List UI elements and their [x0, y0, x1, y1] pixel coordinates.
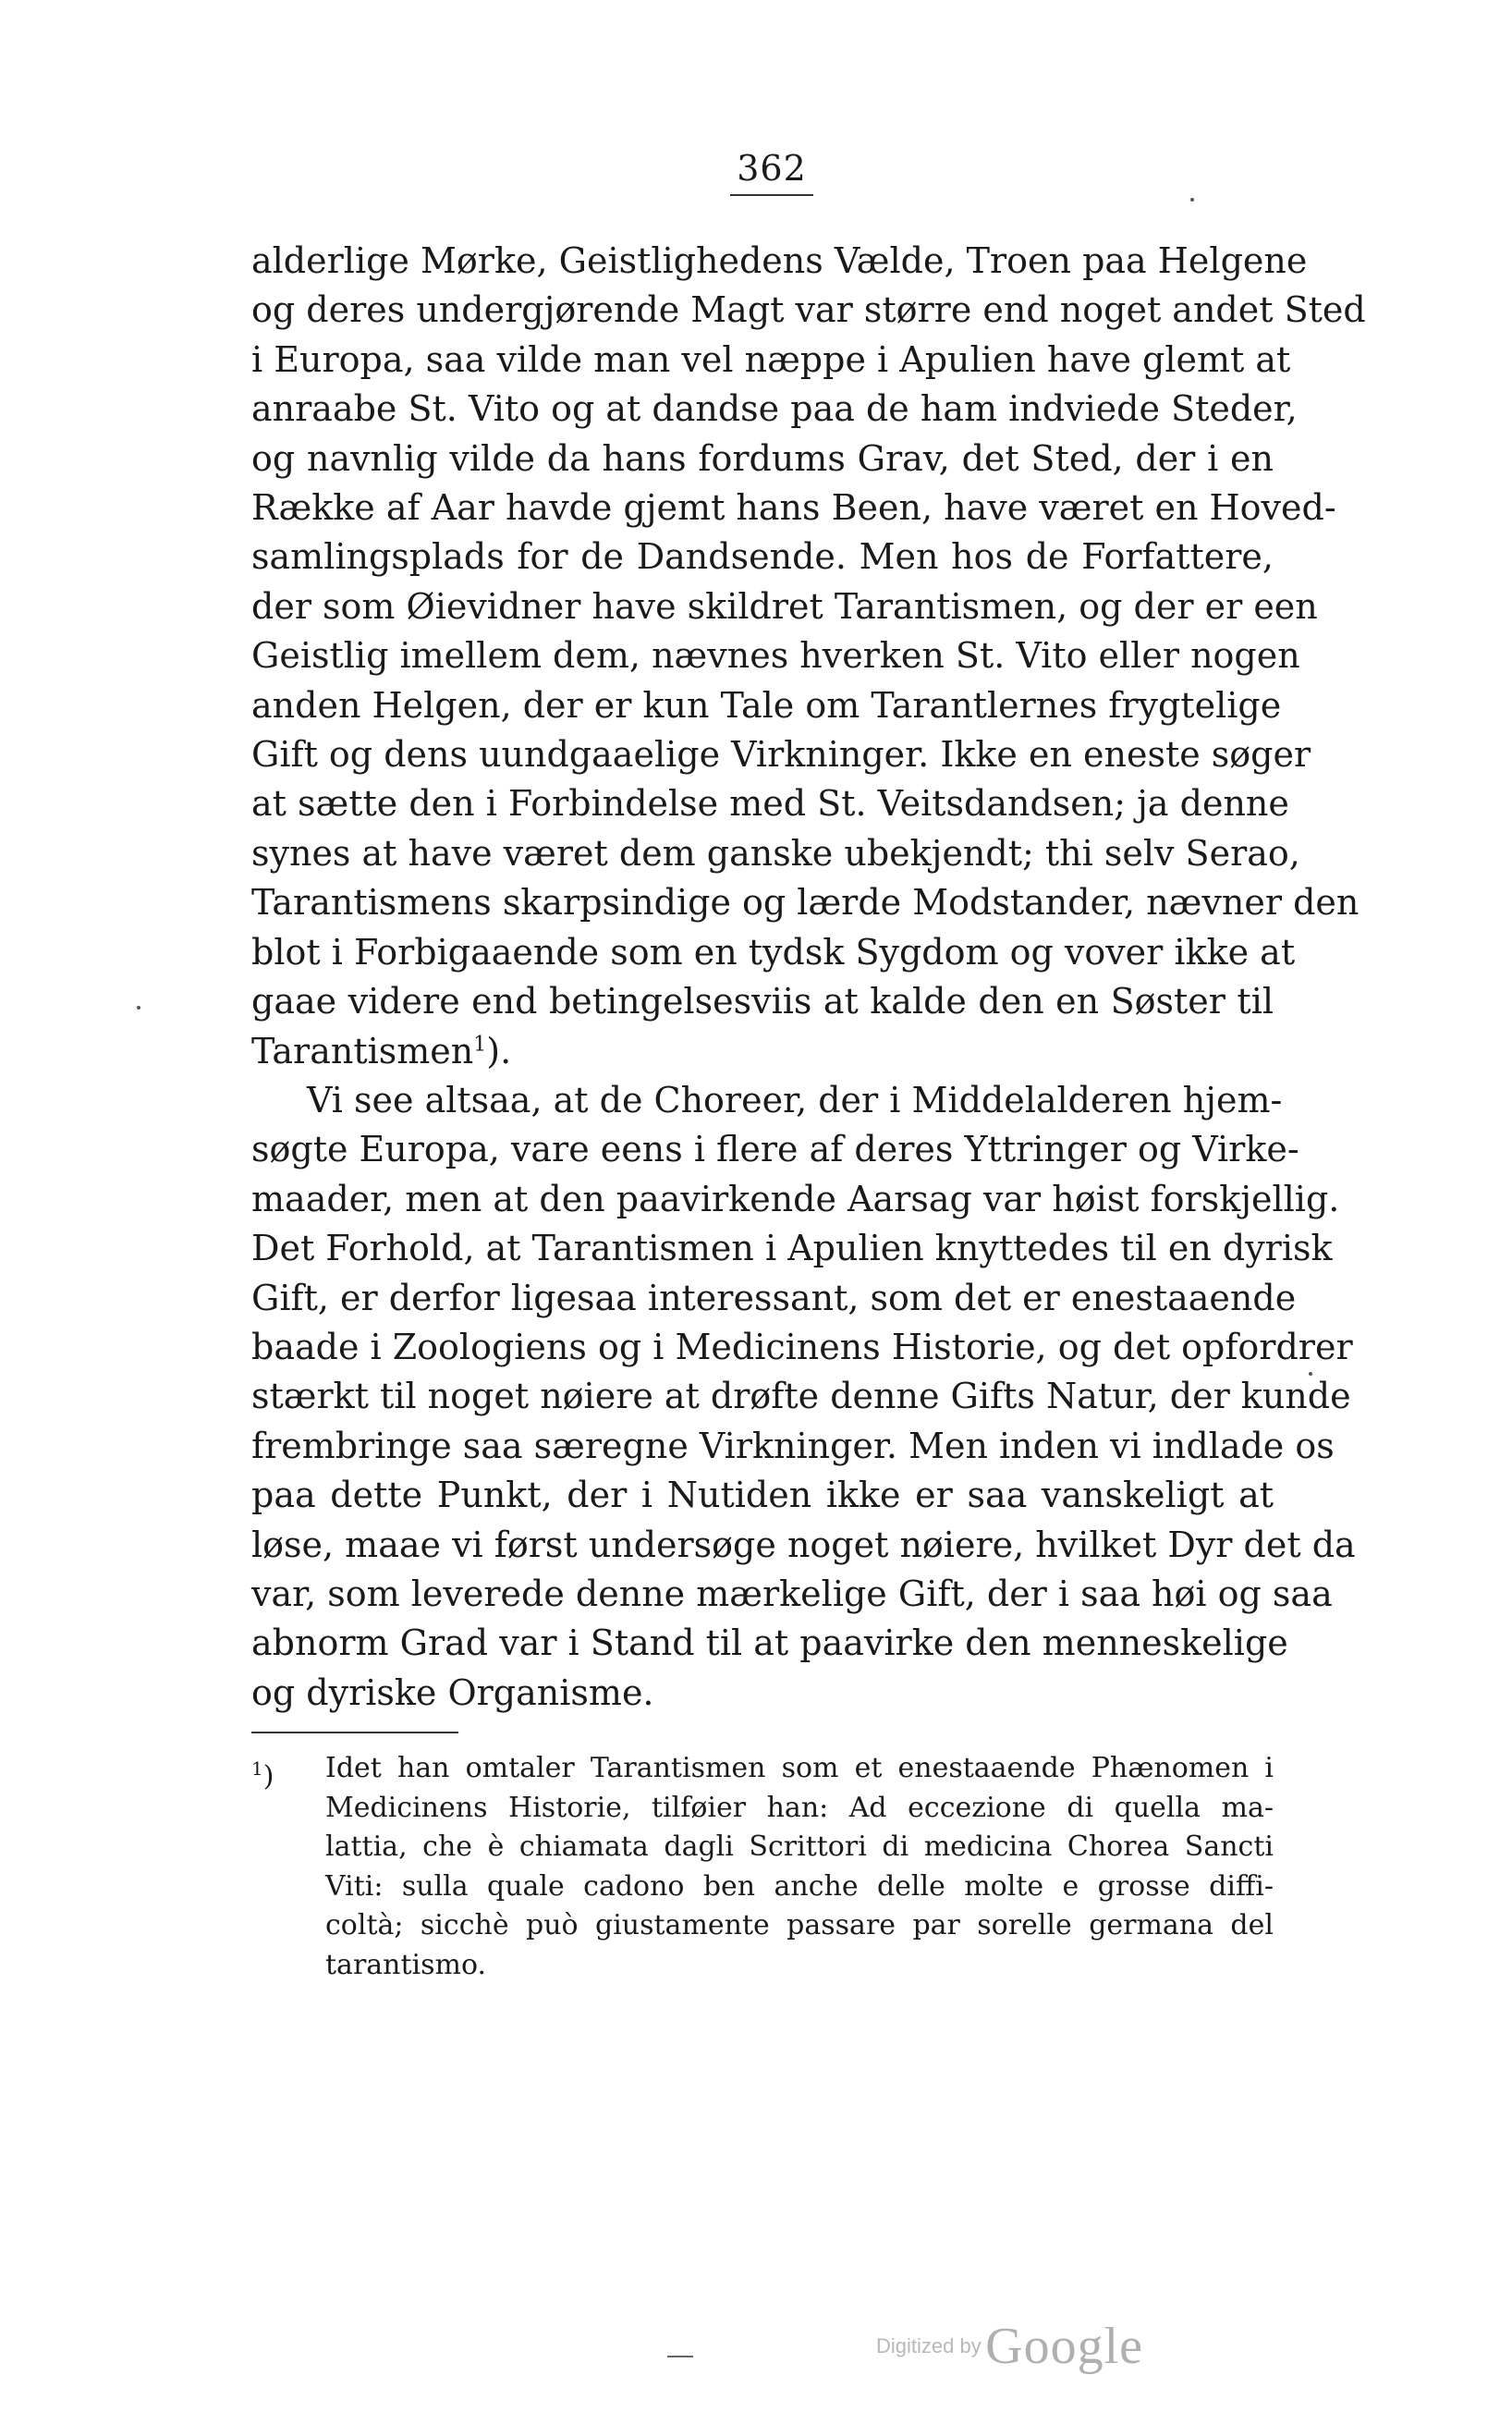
footnote-reference: 1 — [473, 1032, 487, 1056]
text-line: samlingsplads for de Dandsende. Men hos de Forfattere, — [251, 536, 1274, 578]
text-line: gaae videre end betingelsesviis at kalde den en Søster til — [251, 981, 1274, 1022]
text-line: anden Helgen, der er kun Tale om Tarantlernes frygtelige — [251, 684, 1282, 726]
watermark-prefix: Digitized by — [876, 2334, 982, 2357]
footnote-line: lattia, che è chiamata dagli Scrittori di medicina Chorea Sancti — [325, 1830, 1274, 1864]
text-line: Række af Aar havde gjemt hans Been, have været en Hoved- — [251, 487, 1336, 529]
text-line: frembringe saa særegne Virkninger. Men inden vi indlade os — [251, 1425, 1335, 1466]
footnote — [251, 1749, 1274, 1986]
text-line: blot i Forbigaaende som en tydsk Sygdom og vover ikke at — [251, 931, 1296, 973]
footnote-line: Medicinens Historie, tilføier han: Ad eccezione di quella ma- — [325, 1791, 1274, 1824]
text-line: alderlige Mørke, Geistlighedens Vælde, Troen paa Helgene — [251, 240, 1308, 281]
text-line: Gift, er derfor ligesaa interessant, som det er enestaaende — [251, 1277, 1297, 1318]
text-line: i Europa, saa vilde man vel næppe i Apulien have glemt at — [251, 338, 1291, 380]
footnote-line: Viti: sulla quale cadono ben anche delle molte e grosse diffi- — [325, 1869, 1274, 1903]
text-line: og dyriske Organisme. — [251, 1671, 654, 1713]
text-line: synes at have været dem ganske ubekjendt; thi selv Serao, — [251, 832, 1300, 874]
paragraph-end-text: Tarantismen — [251, 1030, 474, 1071]
text-line: at sætte den i Forbindelse med St. Veitsdandsen; ja denne — [251, 783, 1289, 825]
text-line-end — [251, 1027, 1274, 1076]
text-line: baade i Zoologiens og i Medicinens Historie, og det opfordrer — [251, 1326, 1353, 1367]
text-line: maader, men at den paavirkende Aarsag var høist forskjellig. — [251, 1178, 1340, 1219]
footnote-line: Idet han omtaler Tarantismen som et enestaaende Phænomen i — [325, 1752, 1274, 1784]
digitized-watermark — [876, 2317, 1143, 2376]
footnote-divider — [251, 1732, 458, 1733]
text-line: løse, maae vi først undersøge noget nøiere, hvilket Dyr det da — [251, 1524, 1356, 1565]
footnote-marker: $^1$) — [251, 1757, 274, 1793]
text-line: der som Øievidner have skildret Tarantismen, og der er een — [251, 585, 1318, 627]
text-line: søgte Europa, vare eens i flere af deres Yttringer og Virke- — [251, 1129, 1299, 1170]
text-line: og navnlig vilde da hans fordums Grav, det Sted, der i en — [251, 437, 1274, 479]
text-line: var, som leverede denne mærkelige Gift, der i saa høi og saa — [251, 1573, 1333, 1614]
text-line: anraabe St. Vito og at dandse paa de ham indviede Steder, — [251, 388, 1298, 430]
text-line: Vi see altsaa, at de Choreer, der i Middelalderen hjem- — [307, 1079, 1283, 1120]
text-line: Geistlig imellem dem, nævnes hverken St. Vito eller nogen — [251, 635, 1300, 677]
google-logo: Google — [985, 2318, 1144, 2375]
scan-speck — [1190, 198, 1194, 202]
footnote-line: coltà; sicchè può giustamente passare par sorelle germana del — [325, 1909, 1274, 1942]
paragraph-end-tail: ). — [486, 1030, 512, 1071]
scan-speck — [137, 1006, 140, 1010]
scan-speck — [1309, 1372, 1312, 1376]
text-line: stærkt til noget nøiere at drøfte denne Gifts Natur, der kunde — [251, 1376, 1351, 1417]
scan-mark — [667, 2356, 693, 2357]
text-line: Tarantismens skarpsindige og lærde Modstander, nævner den — [251, 882, 1360, 924]
footnote-line: tarantismo. — [325, 1948, 487, 1981]
page-number: 362 — [730, 148, 813, 196]
text-line: paa dette Punkt, der i Nutiden ikke er saa vanskeligt at — [251, 1475, 1274, 1516]
text-line: Det Forhold, at Tarantismen i Apulien knyttedes til en dyrisk — [251, 1228, 1333, 1269]
main-text — [251, 237, 1366, 1718]
text-line: abnorm Grad var i Stand til at paavirke den menneskelige — [251, 1622, 1288, 1664]
text-line: og deres undergjørende Magt var større end noget andet Sted — [251, 289, 1366, 331]
text-line: Gift og dens uundgaaelige Virkninger. Ikke en eneste søger — [251, 734, 1311, 776]
